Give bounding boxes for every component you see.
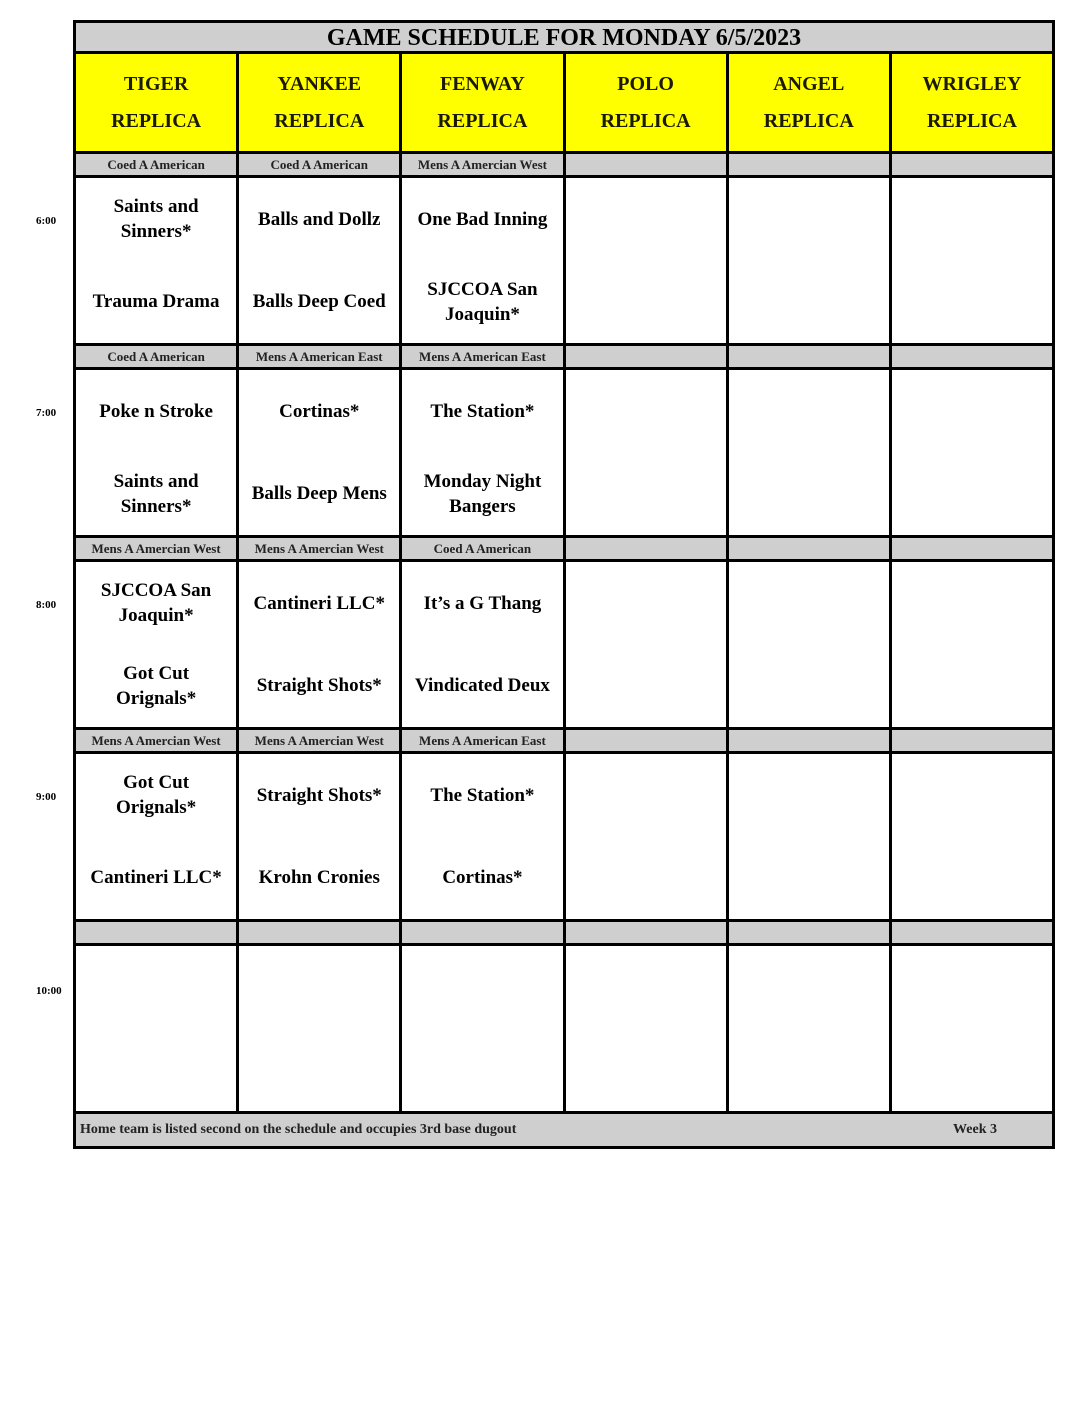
- division-label: [729, 154, 892, 175]
- division-label: Mens A Amercian West: [239, 730, 402, 751]
- field-header-fenway: [402, 54, 565, 151]
- away-team: The Station*: [430, 784, 535, 806]
- field-sub: REPLICA: [437, 110, 528, 132]
- division-label: [892, 730, 1055, 751]
- game-cell: [239, 754, 402, 919]
- game-cell: [729, 370, 892, 535]
- home-team: [892, 837, 1052, 920]
- away-team: Balls and Dollz: [258, 208, 381, 230]
- game-cell: [402, 754, 565, 919]
- home-team: [729, 453, 889, 536]
- home-team: Krohn Cronies: [258, 867, 380, 889]
- time-label: 10:00: [36, 985, 62, 997]
- division-label: [566, 730, 729, 751]
- schedule-table: [73, 20, 1055, 1149]
- game-cell: [76, 754, 239, 919]
- home-team: [239, 1029, 399, 1112]
- home-team: Vindicated Deux: [414, 675, 550, 697]
- division-label: Mens A Amercian West: [239, 538, 402, 559]
- away-team: [729, 178, 889, 261]
- home-team: [566, 1029, 726, 1112]
- division-label: [892, 538, 1055, 559]
- field-sub: REPLICA: [111, 110, 202, 132]
- game-cell: [76, 370, 239, 535]
- division-row: [73, 730, 1055, 754]
- division-label: [729, 922, 892, 943]
- game-cell: [76, 178, 239, 343]
- game-cell: [239, 562, 402, 727]
- game-cell: [892, 178, 1055, 343]
- home-team: [729, 645, 889, 728]
- game-cell: [892, 370, 1055, 535]
- away-team: SJCCOA San Joaquin*: [100, 580, 212, 627]
- home-team: [566, 645, 726, 728]
- home-team: [892, 453, 1052, 536]
- away-team: [729, 370, 889, 453]
- away-team: [566, 178, 726, 261]
- field-header-angel: [729, 54, 892, 151]
- field-header-wrigley: [892, 54, 1055, 151]
- time-label: 7:00: [36, 407, 57, 419]
- game-cell: [239, 946, 402, 1111]
- away-team: [892, 370, 1052, 453]
- division-label: [239, 922, 402, 943]
- away-team: [402, 946, 562, 1029]
- game-cell: [892, 754, 1055, 919]
- home-team: [76, 1029, 236, 1112]
- schedule-title: GAME SCHEDULE FOR MONDAY 6/5/2023: [73, 20, 1055, 54]
- division-row: [73, 346, 1055, 370]
- away-team: [729, 946, 889, 1029]
- field-name: TIGER: [123, 73, 189, 95]
- division-label: Mens A Amercian West: [76, 730, 239, 751]
- field-name: YANKEE: [277, 73, 362, 95]
- game-row: [73, 178, 1055, 346]
- game-row: [73, 946, 1055, 1114]
- game-cell: [729, 946, 892, 1111]
- division-label: [729, 730, 892, 751]
- division-label: [892, 922, 1055, 943]
- division-label: [402, 922, 565, 943]
- division-label: Coed A American: [76, 154, 239, 175]
- game-row: [73, 754, 1055, 922]
- away-team: It’s a G Thang: [423, 592, 542, 614]
- away-team: [729, 754, 889, 837]
- division-label: [566, 346, 729, 367]
- field-name: POLO: [617, 73, 674, 95]
- field-sub: REPLICA: [763, 110, 854, 132]
- field-header-row: [73, 54, 1055, 154]
- home-team: [892, 645, 1052, 728]
- field-header-polo: [566, 54, 729, 151]
- home-team: [892, 261, 1052, 344]
- game-row: [73, 562, 1055, 730]
- away-team: [76, 946, 236, 1029]
- home-team: [729, 837, 889, 920]
- division-label: Mens A Amercian West: [76, 538, 239, 559]
- field-header-yankee: [239, 54, 402, 151]
- time-label: 9:00: [36, 791, 57, 803]
- game-cell: [566, 754, 729, 919]
- away-team: Cortinas*: [279, 400, 360, 422]
- field-name: FENWAY: [440, 73, 525, 95]
- away-team: [892, 562, 1052, 645]
- home-team: Got Cut Orignals*: [115, 662, 197, 709]
- field-sub: REPLICA: [274, 110, 365, 132]
- division-label: Coed A American: [76, 346, 239, 367]
- home-team-note: Home team is listed second on the schedule and occupies 3rd base dugout: [80, 1122, 517, 1137]
- game-cell: [402, 562, 565, 727]
- away-team: [892, 178, 1052, 261]
- away-team: Got Cut Orignals*: [115, 772, 197, 819]
- division-label: [892, 346, 1055, 367]
- week-label: Week 3: [953, 1122, 997, 1137]
- division-label: Coed A American: [239, 154, 402, 175]
- home-team: SJCCOA San Joaquin*: [427, 278, 538, 325]
- game-cell: [729, 562, 892, 727]
- game-cell: [566, 370, 729, 535]
- game-cell: [76, 946, 239, 1111]
- division-label: [566, 538, 729, 559]
- away-team: Saints and Sinners*: [113, 196, 199, 243]
- game-cell: [239, 178, 402, 343]
- game-cell: [402, 370, 565, 535]
- away-team: [239, 946, 399, 1029]
- away-team: [566, 562, 726, 645]
- game-cell: [566, 178, 729, 343]
- division-row: [73, 538, 1055, 562]
- field-header-tiger: [76, 54, 239, 151]
- division-label: [729, 346, 892, 367]
- home-team: [402, 1029, 562, 1112]
- away-team: Cantineri LLC*: [253, 592, 385, 614]
- division-label: Coed A American: [402, 538, 565, 559]
- game-cell: [566, 562, 729, 727]
- time-label: 8:00: [36, 599, 57, 611]
- away-team: [892, 754, 1052, 837]
- game-cell: [402, 178, 565, 343]
- away-team: Straight Shots*: [256, 784, 382, 806]
- home-team: Cantineri LLC*: [90, 867, 222, 889]
- game-cell: [402, 946, 565, 1111]
- division-label: [76, 922, 239, 943]
- game-row: [73, 370, 1055, 538]
- away-team: [892, 946, 1052, 1029]
- field-name: ANGEL: [773, 73, 845, 95]
- away-team: The Station*: [430, 400, 535, 422]
- division-row: [73, 922, 1055, 946]
- home-team: Saints and Sinners*: [113, 470, 199, 517]
- field-sub: REPLICA: [600, 110, 691, 132]
- away-team: One Bad Inning: [417, 208, 548, 230]
- away-team: [566, 370, 726, 453]
- home-team: Balls Deep Mens: [251, 483, 387, 505]
- home-team: Monday Night Bangers: [423, 470, 542, 517]
- home-team: [729, 1029, 889, 1112]
- game-cell: [566, 946, 729, 1111]
- game-cell: [76, 562, 239, 727]
- division-label: Mens A Amercian West: [402, 154, 565, 175]
- division-row: [73, 154, 1055, 178]
- home-team: [566, 837, 726, 920]
- away-team: Poke n Stroke: [99, 400, 213, 422]
- home-team: Straight Shots*: [256, 675, 382, 697]
- home-team: Cortinas*: [442, 867, 523, 889]
- division-label: Mens A American East: [402, 346, 565, 367]
- division-label: [566, 154, 729, 175]
- game-cell: [892, 562, 1055, 727]
- division-label: [892, 154, 1055, 175]
- away-team: [566, 946, 726, 1029]
- away-team: [566, 754, 726, 837]
- game-cell: [729, 754, 892, 919]
- home-team: Balls Deep Coed: [252, 291, 386, 313]
- game-cell: [729, 178, 892, 343]
- footer-bar: [73, 1114, 1055, 1149]
- division-label: Mens A American East: [402, 730, 565, 751]
- field-sub: REPLICA: [926, 110, 1017, 132]
- home-team: [566, 261, 726, 344]
- away-team: [729, 562, 889, 645]
- division-label: [729, 538, 892, 559]
- field-name: WRIGLEY: [922, 73, 1022, 95]
- home-team: Trauma Drama: [92, 291, 220, 313]
- time-label: 6:00: [36, 215, 57, 227]
- home-team: [566, 453, 726, 536]
- game-cell: [892, 946, 1055, 1111]
- home-team: [892, 1029, 1052, 1112]
- division-label: [566, 922, 729, 943]
- game-cell: [239, 370, 402, 535]
- division-label: Mens A American East: [239, 346, 402, 367]
- home-team: [729, 261, 889, 344]
